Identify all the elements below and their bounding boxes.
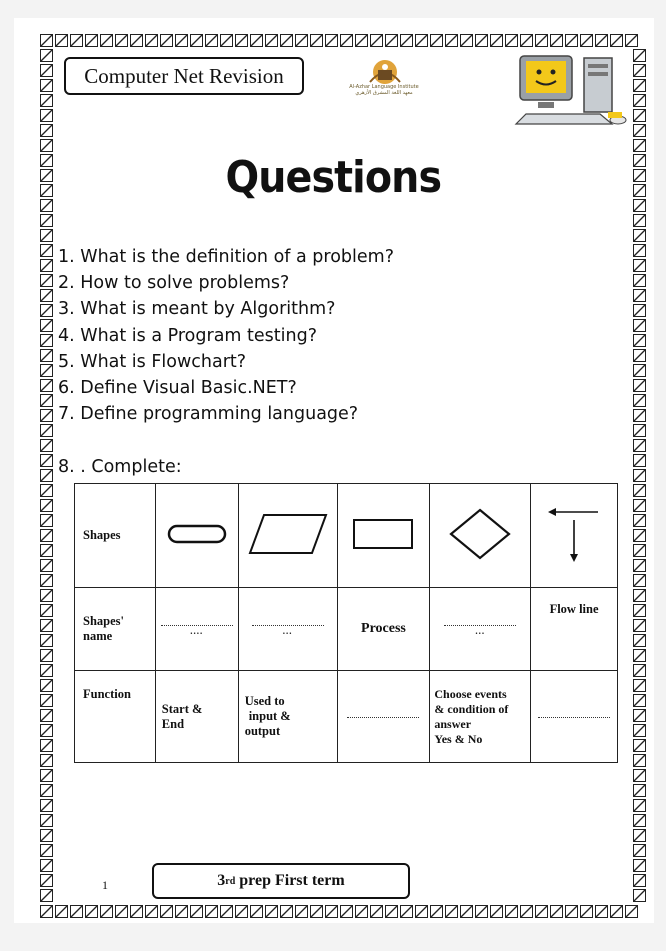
border-square <box>633 724 646 737</box>
border-square <box>235 34 248 47</box>
border-square <box>633 109 646 122</box>
border-square <box>40 769 53 782</box>
border-square <box>550 905 563 918</box>
border-square <box>633 424 646 437</box>
border-square <box>633 799 646 812</box>
border-square <box>633 544 646 557</box>
border-square <box>325 34 338 47</box>
blank-function-cell <box>337 671 430 763</box>
border-square <box>40 274 53 287</box>
blank-name-cell: ... <box>430 588 531 671</box>
border-square <box>580 905 593 918</box>
border-square <box>40 739 53 752</box>
border-square <box>355 34 368 47</box>
border-square <box>160 905 173 918</box>
border-square <box>633 364 646 377</box>
border-square <box>633 49 646 62</box>
border-square <box>40 379 53 392</box>
border-square <box>280 34 293 47</box>
border-square <box>633 889 646 902</box>
border-square <box>40 604 53 617</box>
border-square <box>475 34 488 47</box>
border-square <box>175 34 188 47</box>
border-square <box>633 604 646 617</box>
border-square <box>595 905 608 918</box>
border-square <box>40 364 53 377</box>
border-square <box>40 874 53 887</box>
border-square <box>385 905 398 918</box>
row-label-function: Function <box>75 671 156 763</box>
border-square <box>40 844 53 857</box>
border-square <box>430 34 443 47</box>
border-square <box>633 829 646 842</box>
border-square <box>40 574 53 587</box>
function-input-output: Used to input & output <box>238 671 337 763</box>
border-square <box>633 694 646 707</box>
parallelogram-icon <box>246 511 330 557</box>
border-square <box>40 664 53 677</box>
border-square <box>633 349 646 362</box>
blank-function-cell <box>531 671 618 763</box>
border-square <box>295 905 308 918</box>
border-square <box>633 154 646 167</box>
border-square <box>633 259 646 272</box>
border-square <box>295 34 308 47</box>
border-square <box>633 274 646 287</box>
border-square <box>40 724 53 737</box>
border-square <box>633 589 646 602</box>
border-square <box>633 469 646 482</box>
border-square <box>40 334 53 347</box>
border-square <box>633 379 646 392</box>
border-square <box>633 679 646 692</box>
border-square <box>633 619 646 632</box>
border-square <box>40 439 53 452</box>
border-square <box>565 905 578 918</box>
border-square <box>355 905 368 918</box>
border-square <box>415 905 428 918</box>
border-square <box>40 64 53 77</box>
border-square <box>430 905 443 918</box>
border-square <box>235 905 248 918</box>
border-square <box>633 484 646 497</box>
border-square <box>40 454 53 467</box>
border-square <box>633 79 646 92</box>
border-square <box>340 34 353 47</box>
border-square <box>633 409 646 422</box>
border-square <box>633 514 646 527</box>
border-square <box>460 34 473 47</box>
border-square <box>475 905 488 918</box>
border-square <box>633 169 646 182</box>
question-item: 3. What is meant by Algorithm? <box>58 299 336 320</box>
border-square <box>633 754 646 767</box>
border-square <box>40 829 53 842</box>
border-square <box>130 905 143 918</box>
border-square <box>550 34 563 47</box>
border-square <box>633 709 646 722</box>
border-square <box>633 784 646 797</box>
border-square <box>40 619 53 632</box>
question-item: 2. How to solve problems? <box>58 273 290 294</box>
border-square <box>40 514 53 527</box>
border-square <box>340 905 353 918</box>
border-square <box>310 34 323 47</box>
border-square <box>595 34 608 47</box>
border-square <box>100 905 113 918</box>
border-square <box>633 214 646 227</box>
border-square <box>70 905 83 918</box>
border-square <box>40 424 53 437</box>
border-square <box>633 499 646 512</box>
border-square <box>40 349 53 362</box>
border-square <box>633 454 646 467</box>
border-square <box>40 244 53 257</box>
border-square <box>633 664 646 677</box>
border-square <box>610 34 623 47</box>
table-row <box>75 484 618 588</box>
border-square <box>40 214 53 227</box>
border-square <box>633 334 646 347</box>
border-square <box>460 905 473 918</box>
border-square <box>40 304 53 317</box>
border-square <box>40 784 53 797</box>
border-square <box>265 905 278 918</box>
question-item: 5. What is Flowchart? <box>58 351 247 372</box>
border-square <box>633 634 646 647</box>
name-flow-line: Flow line <box>531 588 618 671</box>
border-square <box>633 814 646 827</box>
border-square <box>40 49 53 62</box>
border-square <box>633 184 646 197</box>
border-square <box>40 679 53 692</box>
border-square <box>190 34 203 47</box>
border-square <box>220 34 233 47</box>
row-label-shapes: Shapes <box>75 484 156 588</box>
page-heading: Questions <box>225 152 442 203</box>
border-square <box>625 905 638 918</box>
border-square <box>280 905 293 918</box>
border-square <box>205 905 218 918</box>
border-square <box>40 814 53 827</box>
logo-caption-en: Al-Azhar Language Institute <box>349 84 419 90</box>
border-square <box>565 34 578 47</box>
border-square <box>40 289 53 302</box>
border-square <box>633 529 646 542</box>
border-square <box>40 109 53 122</box>
border-square <box>520 905 533 918</box>
logo-caption <box>336 84 432 96</box>
border-square <box>40 319 53 332</box>
question-item: 7. Define programming language? <box>58 404 359 425</box>
border-square <box>40 634 53 647</box>
border-square <box>40 229 53 242</box>
name-process: Process <box>337 588 430 671</box>
border-square <box>40 94 53 107</box>
border-square <box>175 905 188 918</box>
border-square <box>310 905 323 918</box>
border-square <box>633 439 646 452</box>
border-square <box>85 905 98 918</box>
border-square <box>633 559 646 572</box>
border-square <box>370 34 383 47</box>
border-square <box>130 34 143 47</box>
question-item: 4. What is a Program testing? <box>58 325 317 346</box>
border-square <box>633 199 646 212</box>
border-square <box>40 709 53 722</box>
border-square <box>535 905 548 918</box>
border-square <box>55 905 68 918</box>
border-square <box>190 905 203 918</box>
border-square <box>633 769 646 782</box>
border-square <box>633 244 646 257</box>
border-square <box>40 859 53 872</box>
border-square <box>40 259 53 272</box>
question-item: 6. Define Visual Basic.NET? <box>58 378 297 399</box>
border-square <box>633 739 646 752</box>
border-square <box>40 559 53 572</box>
border-square <box>115 905 128 918</box>
flowchart-shapes-table <box>74 483 618 763</box>
border-square <box>145 34 158 47</box>
border-square <box>100 34 113 47</box>
border-square <box>250 34 263 47</box>
border-square <box>633 139 646 152</box>
border-square <box>633 859 646 872</box>
border-square <box>633 124 646 137</box>
border-square <box>445 905 458 918</box>
border-square <box>505 905 518 918</box>
border-square <box>445 34 458 47</box>
border-square <box>633 229 646 242</box>
border-square <box>265 34 278 47</box>
table-row <box>75 588 618 671</box>
border-square <box>40 394 53 407</box>
border-square <box>633 574 646 587</box>
border-square <box>40 649 53 662</box>
border-square <box>40 139 53 152</box>
border-square <box>633 394 646 407</box>
border-square <box>325 905 338 918</box>
border-square <box>40 34 53 47</box>
border-square <box>160 34 173 47</box>
diamond-icon <box>447 506 513 562</box>
border-square <box>40 799 53 812</box>
border-square <box>40 529 53 542</box>
border-square <box>633 319 646 332</box>
border-square <box>40 409 53 422</box>
border-square <box>505 34 518 47</box>
border-square <box>633 649 646 662</box>
question-item: 1. What is the definition of a problem? <box>58 247 394 267</box>
border-square <box>633 289 646 302</box>
border-square <box>490 905 503 918</box>
border-top <box>40 34 638 47</box>
border-square <box>580 34 593 47</box>
terminal-icon <box>165 520 229 548</box>
logo-caption-ar: معهد اللغة المشرق الأزهري <box>355 90 413 96</box>
border-square <box>220 905 233 918</box>
computer-clipart-icon <box>512 52 630 130</box>
border-square <box>40 754 53 767</box>
question-list <box>58 244 394 427</box>
complete-label: 8. . Complete: <box>58 457 182 477</box>
border-square <box>70 34 83 47</box>
border-square <box>633 94 646 107</box>
border-square <box>385 34 398 47</box>
border-square <box>415 34 428 47</box>
border-square <box>370 905 383 918</box>
border-square <box>40 124 53 137</box>
border-square <box>633 64 646 77</box>
border-square <box>40 79 53 92</box>
flow-arrow-icon <box>544 502 604 566</box>
border-bottom <box>40 905 638 918</box>
border-square <box>40 469 53 482</box>
table-row <box>75 671 618 763</box>
border-right <box>633 49 646 902</box>
border-square <box>250 905 263 918</box>
border-square <box>55 34 68 47</box>
border-square <box>633 304 646 317</box>
border-square <box>490 34 503 47</box>
border-square <box>625 34 638 47</box>
border-square <box>40 905 53 918</box>
border-square <box>205 34 218 47</box>
blank-name-cell: .... <box>155 588 238 671</box>
document-title: Computer Net Revision <box>64 57 304 95</box>
border-square <box>40 544 53 557</box>
border-square <box>520 34 533 47</box>
rectangle-icon <box>350 516 416 552</box>
border-square <box>400 34 413 47</box>
term-label: 3 rd prep First term <box>152 863 410 899</box>
border-square <box>40 499 53 512</box>
border-square <box>610 905 623 918</box>
function-decision: Choose events & condition of answer Yes & No <box>430 671 531 763</box>
border-square <box>535 34 548 47</box>
blank-name-cell: ... <box>238 588 337 671</box>
border-square <box>40 694 53 707</box>
border-square <box>115 34 128 47</box>
page-number: 1 <box>102 878 108 892</box>
border-square <box>400 905 413 918</box>
border-square <box>633 874 646 887</box>
border-square <box>633 844 646 857</box>
row-label-names: Shapes' name <box>75 588 156 671</box>
border-square <box>40 589 53 602</box>
border-square <box>145 905 158 918</box>
function-start-end: Start & End <box>155 671 238 763</box>
border-square <box>85 34 98 47</box>
border-square <box>40 889 53 902</box>
border-square <box>40 484 53 497</box>
